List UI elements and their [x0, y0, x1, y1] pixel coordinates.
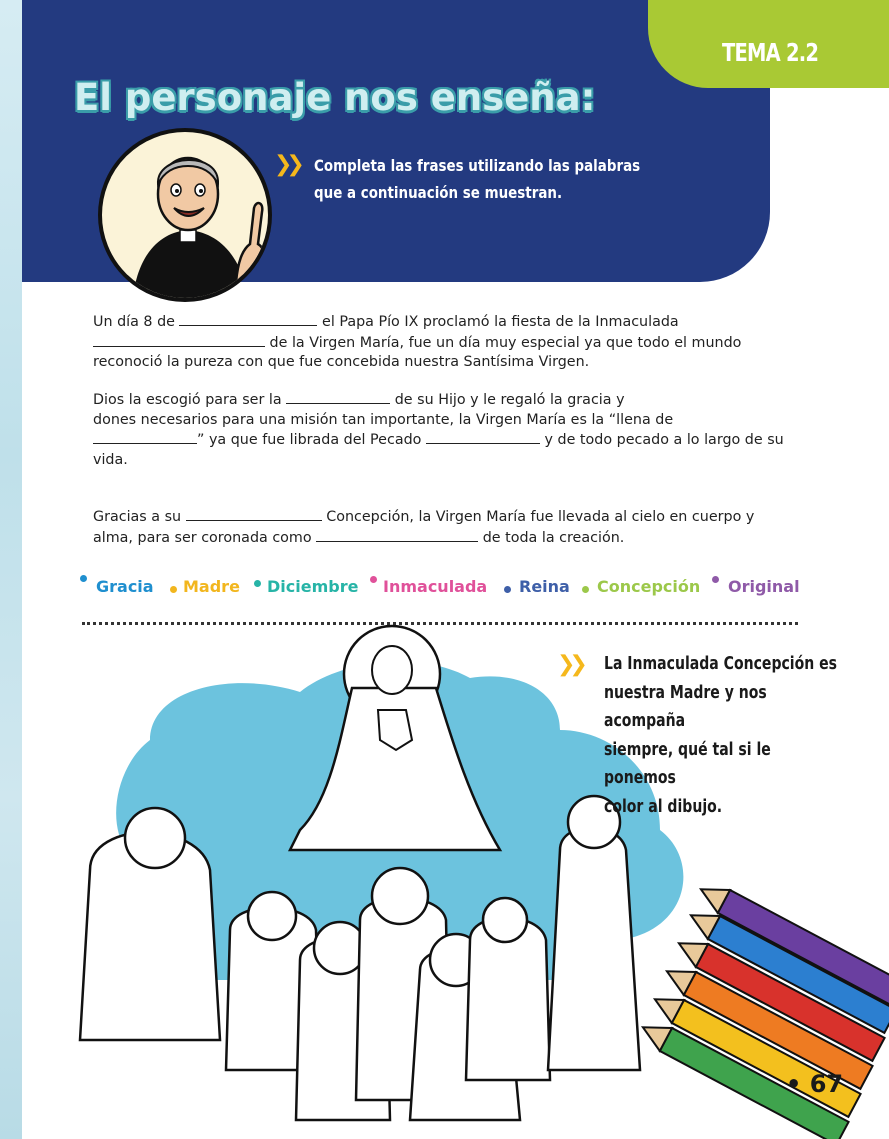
paragraph-2-text-c: dones necesarios para una misión tan importante, la Virgen María es la “llena de	[93, 411, 674, 428]
colored-pencils	[637, 878, 889, 1139]
paragraph-2-text-e: y de todo pecado a lo largo de su	[544, 432, 784, 448]
double-chevron-icon: ❯❯	[557, 652, 582, 677]
blank-1[interactable]	[179, 312, 317, 326]
tema-label: TEMA 2.2	[722, 38, 819, 67]
bullet-icon	[582, 586, 589, 593]
callout-line-3: siempre, qué tal si le ponemos	[604, 738, 771, 788]
callout-line-2: nuestra Madre y nos acompaña	[604, 681, 767, 731]
word-concepcion: Concepción	[597, 577, 701, 596]
page-title: El personaje nos enseña:	[74, 76, 596, 119]
blank-5[interactable]	[426, 430, 540, 444]
priest-illustration	[102, 132, 272, 302]
paragraph-1-text-c: de la Virgen María, fue un día muy especial ya que todo el mundo	[269, 334, 742, 351]
paragraph-2-text-b: de su Hijo y le regaló la gracia y	[394, 392, 625, 408]
bullet-icon	[712, 576, 719, 583]
paragraph-1	[93, 312, 823, 373]
paragraph-3-text-d: de toda la creación.	[482, 529, 625, 546]
priest-portrait	[98, 128, 272, 302]
blank-3[interactable]	[286, 390, 390, 404]
paragraph-2-text-a: Dios la escogió para ser la	[93, 392, 282, 408]
word-madre: Madre	[183, 577, 240, 596]
paragraph-3	[93, 507, 823, 548]
paragraph-3-text-c: alma, para ser coronada como	[93, 529, 312, 546]
paragraph-2-text-f: vida.	[93, 451, 128, 468]
paragraph-2-text-d: ” ya que fue librada del Pecado	[197, 432, 422, 448]
bullet-icon	[254, 580, 261, 587]
blank-7[interactable]	[316, 528, 478, 542]
bullet-icon	[170, 586, 177, 593]
instruction	[274, 152, 654, 206]
paragraph-3-text-b: Concepción, la Virgen María fue llevada al cielo en cuerpo y	[326, 509, 755, 525]
blank-6[interactable]	[186, 507, 322, 521]
word-gracia: Gracia	[96, 577, 154, 596]
bullet-icon	[504, 586, 511, 593]
blank-4[interactable]	[93, 430, 197, 444]
word-reina: Reina	[519, 577, 570, 596]
callout-line-1: La Inmaculada Concepción es	[604, 653, 838, 674]
paragraph-1-text-b: el Papa Pío IX proclamó la fiesta de la Inmaculada	[322, 314, 679, 330]
paragraph-1-text-a: Un día 8 de	[93, 314, 175, 330]
double-chevron-icon: ❯❯	[274, 152, 299, 177]
instruction-line-1: Completa las frases utilizando las palabras	[314, 156, 641, 175]
bullet-icon	[80, 575, 87, 582]
callout-line-4: color al dibujo.	[604, 795, 723, 817]
paragraph-1-text-d: reconoció la pureza con que fue concebida nuestra Santísima Virgen.	[93, 354, 590, 370]
paragraph-3-text-a: Gracias a su	[93, 509, 182, 525]
blank-2[interactable]	[93, 333, 265, 347]
instruction-line-2: que a continuación se muestran.	[314, 183, 563, 202]
word-original: Original	[728, 577, 800, 596]
word-diciembre: Diciembre	[267, 577, 359, 596]
word-inmaculada: Inmaculada	[383, 577, 488, 596]
page-number: • 67	[786, 1070, 844, 1098]
paragraph-2	[93, 390, 823, 470]
bullet-icon	[370, 576, 377, 583]
